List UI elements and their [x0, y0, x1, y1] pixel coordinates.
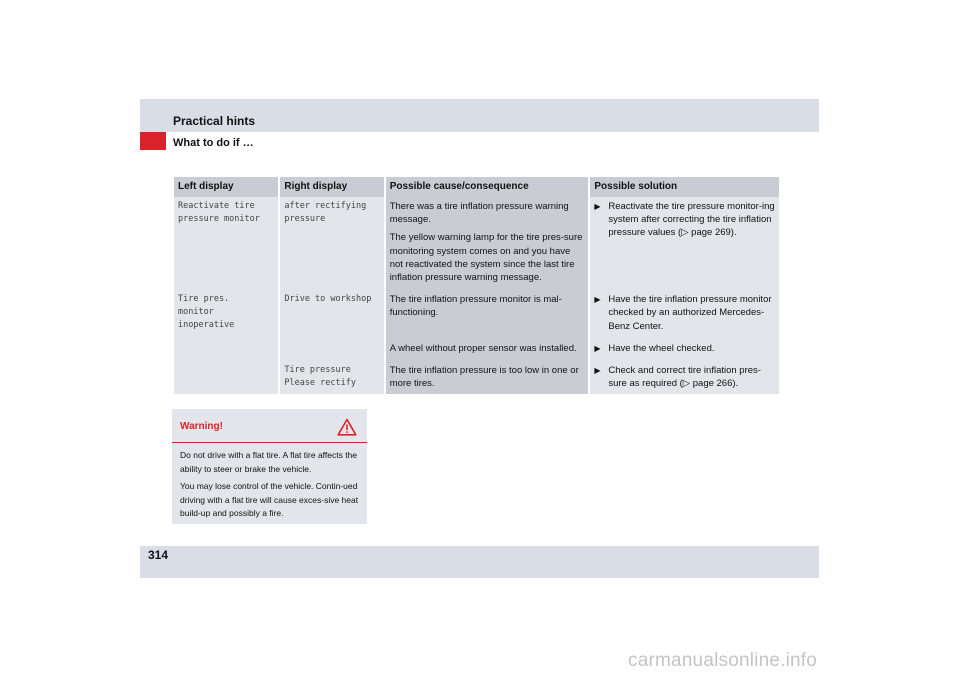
warning-paragraph: Do not drive with a flat tire. A flat tire affects the ability to steer or brake the vehicle.: [180, 450, 358, 474]
section-marker: [140, 132, 166, 150]
cause-text: The yellow warning lamp for the tire pres-sure monitoring system comes on and you have not reactivated the system since the last tire inflation pressure warning message.: [389, 232, 583, 284]
table-header-row: [174, 177, 779, 197]
column-header-right-display: Right display: [280, 177, 383, 197]
arrow-bullet-icon: ▶: [594, 366, 601, 376]
left-display-line: pressure monitor: [178, 214, 260, 224]
page-number: 314: [148, 548, 169, 562]
left-display-cell: [174, 197, 278, 288]
right-display-line: Tire pressure: [284, 365, 351, 376]
right-display-line: Drive to workshop: [284, 294, 372, 305]
left-display-line: Tire pres.: [178, 294, 230, 305]
cause-text: There was a tire inflation pressure warning message.: [389, 201, 569, 226]
subsection-title: What to do if …: [173, 137, 254, 149]
hints-table: [172, 177, 781, 394]
column-header-possible-solution: Possible solution: [590, 177, 779, 197]
cause-text: The tire inflation pressure monitor is mal-functioning.: [389, 294, 562, 319]
solution-text: Have the wheel checked.: [608, 342, 715, 354]
watermark: carmanualsonline.info: [628, 650, 818, 671]
warning-paragraph: You may lose control of the vehicle. Contin-ued driving with a flat tire will cause exces-sive heat build-up and possibly a fire.: [180, 481, 359, 518]
table-row: [174, 197, 779, 288]
right-display-cell: [280, 337, 383, 359]
solution-cell: [590, 288, 779, 337]
warning-box: [172, 409, 367, 524]
cause-cell: [386, 197, 589, 288]
warning-text: [172, 443, 367, 521]
left-display-line: Reactivate tire: [178, 201, 255, 211]
column-header-left-display: Left display: [174, 177, 278, 197]
right-display-cell: [280, 288, 383, 337]
warning-label: Warning!: [180, 421, 223, 432]
table-row: [174, 288, 779, 337]
arrow-bullet-icon: ▶: [594, 295, 601, 305]
solution-text: Reactivate the tire pressure monitor-ing system after correcting the tire inflation pressure values (▷ page 269).: [608, 201, 775, 239]
solution-cell: [590, 197, 779, 288]
solution-text: Check and correct tire inflation pres-sure as required (▷ page 266).: [608, 365, 761, 390]
cause-text: The tire inflation pressure is too low in one or more tires.: [389, 365, 579, 390]
solution-text: Have the tire inflation pressure monitor checked by an authorized Mercedes-Benz Center.: [608, 294, 772, 332]
warning-header: [172, 409, 367, 443]
cause-cell: [386, 288, 589, 337]
footer-band: [140, 546, 819, 578]
left-display-line: monitor inoperative: [178, 307, 235, 331]
table-row: [174, 359, 779, 394]
cause-cell: [386, 359, 589, 394]
right-display-cell: [280, 197, 383, 288]
right-display-line: pressure: [284, 214, 326, 224]
left-display-cell: [174, 288, 278, 359]
arrow-bullet-icon: ▶: [594, 343, 601, 353]
section-title: Practical hints: [173, 114, 256, 128]
right-display-line: after rectifying: [284, 201, 367, 211]
solution-cell: [590, 337, 779, 359]
solution-cell: [590, 359, 779, 394]
right-display-cell: [280, 359, 383, 394]
right-display-line: Please rectify: [284, 378, 356, 389]
left-display-cell: [174, 359, 278, 394]
cause-cell: [386, 337, 589, 359]
cause-text: A wheel without proper sensor was installed.: [389, 342, 577, 354]
column-header-possible-cause: Possible cause/consequence: [386, 177, 589, 197]
arrow-bullet-icon: ▶: [594, 202, 601, 211]
warning-triangle-icon: [337, 418, 357, 436]
